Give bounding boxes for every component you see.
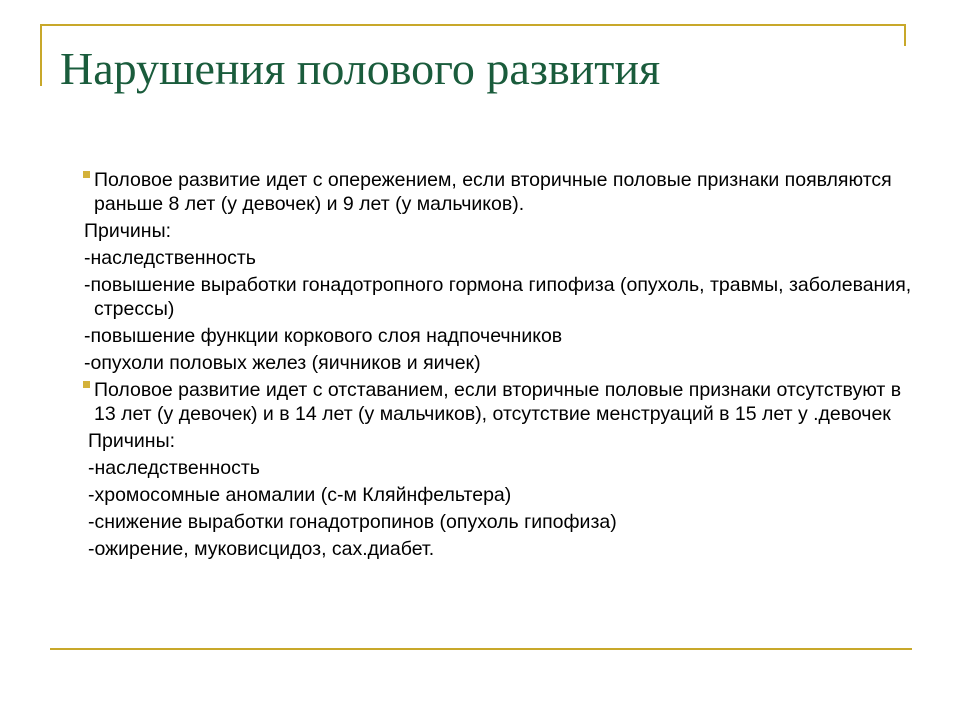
bullet-item-advanced [0,168,960,216]
causes-label-delayed: Причины: [88,430,176,452]
cause-item: -наследственность [88,457,260,479]
cause-item: -хромосомные аномалии (с-м Кляйнфельтера) [88,484,512,506]
cause-item: -повышение функции коркового слоя надпочечников [84,325,563,347]
cause-item: -опухоли половых желез (яичников и яичек) [84,352,481,374]
frame-right-line [904,24,906,46]
cause-item: -снижение выработки гонадотропинов (опухоль гипофиза) [88,511,617,533]
bullet-text-advanced: Половое развитие идет с опережением, если вторичные половые признаки появляются раньше 8 лет (у девочек) и 9 лет (у мальчиков). [94,169,892,215]
cause-item: -ожирение, муковисцидоз, сах.диабет. [88,538,435,560]
bullet-item-delayed [0,378,960,426]
cause-item: -наследственность [84,247,256,269]
causes-label-advanced: Причины: [84,220,172,242]
slide-content [0,168,960,561]
cause-item: -повышение выработки гонадотропного гормона гипофиза (опухоль, травмы, заболевания, стрессы) [84,274,912,320]
frame-bottom-line [50,648,912,650]
frame-left-line [40,24,42,86]
slide-title: Нарушения полового развития [60,43,661,94]
square-bullet-icon [83,171,90,178]
square-bullet-icon [83,381,90,388]
frame-top-line [40,24,906,26]
bullet-text-delayed: Половое развитие идет с отставанием, если вторичные половые признаки отсутствуют в 13 лет (у девочек) и в 14 лет (у мальчиков), отсутствие менструаций в 15 лет у .девочек [94,379,902,425]
